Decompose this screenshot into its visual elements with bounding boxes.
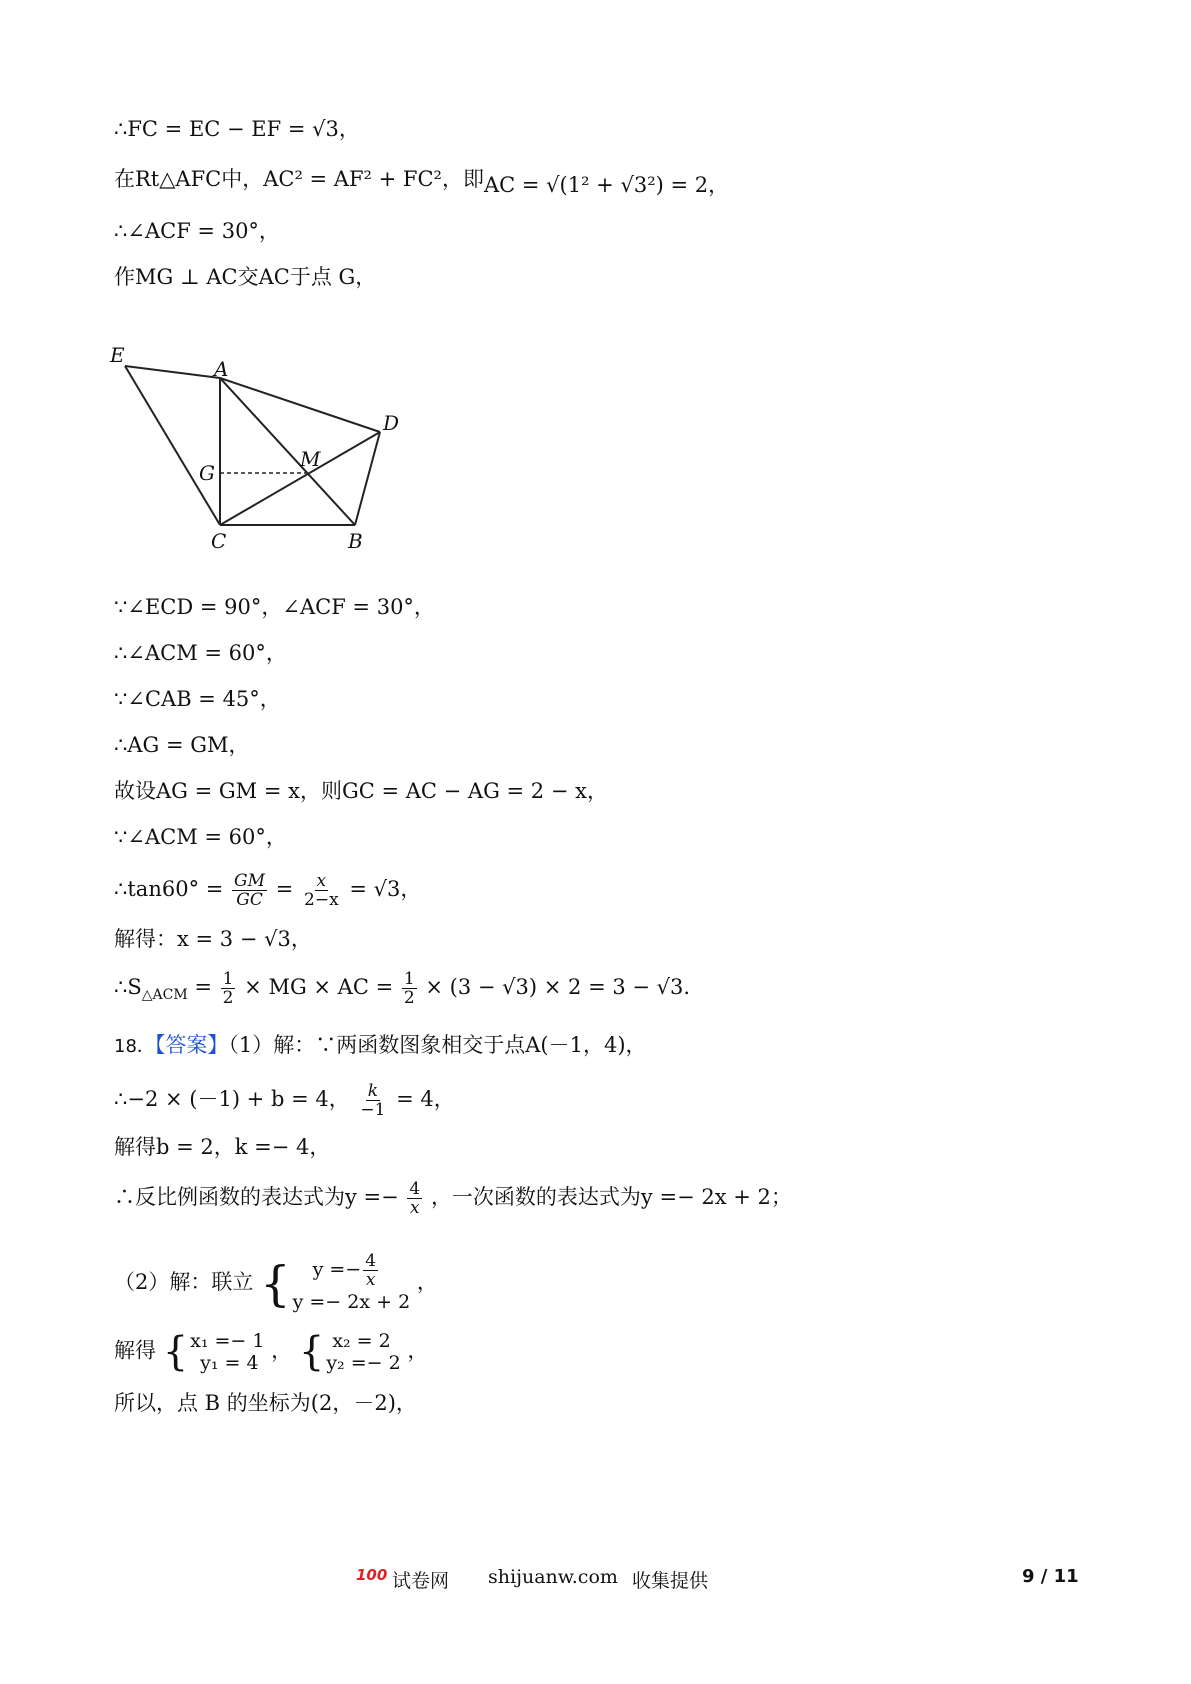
system-row-1 (293, 1252, 411, 1289)
line-because-ecd: ∵∠ECD = 90°，∠ACF = 30°， (114, 595, 435, 619)
fraction-numerator: 1 (403, 969, 415, 989)
line-system (114, 1252, 438, 1315)
label-a: A (214, 357, 229, 381)
solution-brace-2 (299, 1330, 401, 1374)
line-question-18 (114, 1030, 647, 1062)
line-angle-acm: ∴∠ACM = 60°， (114, 641, 287, 665)
left-brace-icon: { (162, 1329, 189, 1375)
line-solve-x: 解得：x = 3 − √3， (114, 927, 312, 951)
equals-sign: = (275, 877, 294, 901)
inverse-expression: ∴反比例函数的表达式为y =− (114, 1185, 399, 1209)
line-expressions (114, 1180, 792, 1217)
page-number: 9 / 11 (1022, 1566, 1079, 1587)
fraction-4-x (407, 1180, 422, 1217)
solutions-comma: ， (407, 1338, 429, 1363)
linear-expression: ，一次函数的表达式为y =− 2x + 2； (430, 1185, 792, 1209)
solution-x2: x₂ = 2 (332, 1330, 391, 1352)
equation-result: = 4， (396, 1087, 455, 1111)
fraction-denominator: 2−x (304, 890, 339, 910)
site-logo: 100 (356, 1566, 388, 1584)
solutions-label: 解得 (114, 1338, 156, 1363)
line-fc: ∴FC = EC − EF = √3， (114, 117, 360, 141)
line-pythagoras-text: 在Rt△AFC中，AC² = AF² + FC²，即 (114, 167, 484, 191)
label-m: M (300, 447, 321, 471)
segment-ec (125, 366, 220, 525)
left-brace-icon: { (298, 1329, 325, 1375)
fraction-numerator: GM (234, 871, 266, 891)
fraction-half-2 (402, 970, 417, 1007)
area-s: ∴S (114, 975, 142, 999)
fraction-denominator: x (410, 1198, 420, 1218)
equation-linear: ∴−2 × (－1) + b = 4， (114, 1087, 350, 1111)
tan60-result: = √3， (349, 877, 422, 901)
left-brace-icon: { (260, 1255, 291, 1312)
line-construct-mg: 作MG ⊥ AC交AC于点 G， (114, 265, 377, 289)
solution-brace-1 (163, 1330, 265, 1374)
area-eq: = (187, 975, 212, 999)
row1-text: y =− (312, 1258, 362, 1281)
fraction-denominator: GC (236, 890, 263, 910)
line-tan60 (114, 872, 421, 909)
label-b: B (348, 529, 363, 553)
segment-db (355, 432, 380, 525)
fraction-numerator: 4 (409, 1179, 421, 1199)
fraction-half (221, 970, 236, 1007)
line-area (114, 970, 690, 1010)
label-e: E (110, 343, 125, 367)
solution-y2: y₂ =− 2 (326, 1352, 401, 1374)
line-angle-acf: ∴∠ACF = 30°， (114, 219, 280, 243)
fraction-k-neg1 (358, 1082, 387, 1119)
area-product: × MG × AC = (244, 975, 394, 999)
solution-y1: y₁ = 4 (200, 1352, 259, 1374)
line-because-cab: ∵∠CAB = 45°， (114, 687, 281, 711)
fraction-numerator: 4 (365, 1251, 377, 1271)
fraction-numerator: k (367, 1081, 379, 1101)
question-18-text: （1）解：∵两函数图象相交于点A(－1，4)， (228, 1033, 647, 1057)
label-g: G (199, 461, 215, 485)
system-label: （2）解：联立 (114, 1270, 254, 1294)
segment-cd (220, 432, 380, 525)
footer-provider: 收集提供 (632, 1570, 709, 1592)
line-point-b: 所以，点 B 的坐标为(2，－2)， (114, 1391, 417, 1415)
system-brace (260, 1252, 410, 1315)
fraction-denominator: −1 (360, 1100, 386, 1120)
line-pythagoras (114, 164, 730, 197)
fraction-x-2mx (302, 872, 341, 909)
line-because-acm: ∵∠ACM = 60°， (114, 825, 287, 849)
solution-2-rows (326, 1330, 400, 1374)
area-result: × (3 − √3) × 2 = 3 − √3. (425, 975, 691, 999)
fraction-numerator: x (316, 871, 327, 891)
solution-1-rows (190, 1330, 264, 1374)
question-number: 18． (114, 1036, 155, 1057)
fraction-denominator: 2 (222, 988, 234, 1008)
line-pythagoras-result: AC = √(1² + √3²) = 2， (483, 173, 730, 197)
line-let-x: 故设AG = GM = x，则GC = AC − AG = 2 − x， (114, 779, 608, 803)
fraction-denominator: 2 (403, 988, 415, 1008)
footer-site-name: 试卷网 (392, 1570, 450, 1592)
label-d: D (383, 411, 400, 435)
fraction-denominator: x (365, 1270, 376, 1290)
line-ag-gm: ∴AG = GM， (114, 733, 250, 757)
page-footer (0, 1566, 1191, 1596)
system-row-2: y =− 2x + 2 (292, 1291, 411, 1313)
solution-x1: x₁ =− 1 (190, 1330, 265, 1352)
system-comma: ， (416, 1270, 438, 1294)
fraction-gm-gc (232, 872, 267, 909)
solutions-separator: ， (271, 1338, 293, 1363)
system-rows (293, 1252, 411, 1315)
segment-ea (125, 366, 220, 378)
line-equations (114, 1082, 455, 1119)
area-subscript: △ACM (141, 987, 188, 1004)
fraction-4-x-system (363, 1252, 378, 1289)
answer-tag: 【答案】 (154, 1033, 229, 1057)
geometry-figure (110, 343, 440, 590)
footer-site-url[interactable]: shijuanw.com (488, 1566, 618, 1588)
tan60-text: ∴tan60° = (114, 877, 224, 901)
line-solve-bk: 解得b = 2，k =− 4， (114, 1135, 331, 1159)
fraction-numerator: 1 (222, 969, 234, 989)
label-c: C (211, 529, 227, 553)
line-solutions (114, 1330, 428, 1374)
